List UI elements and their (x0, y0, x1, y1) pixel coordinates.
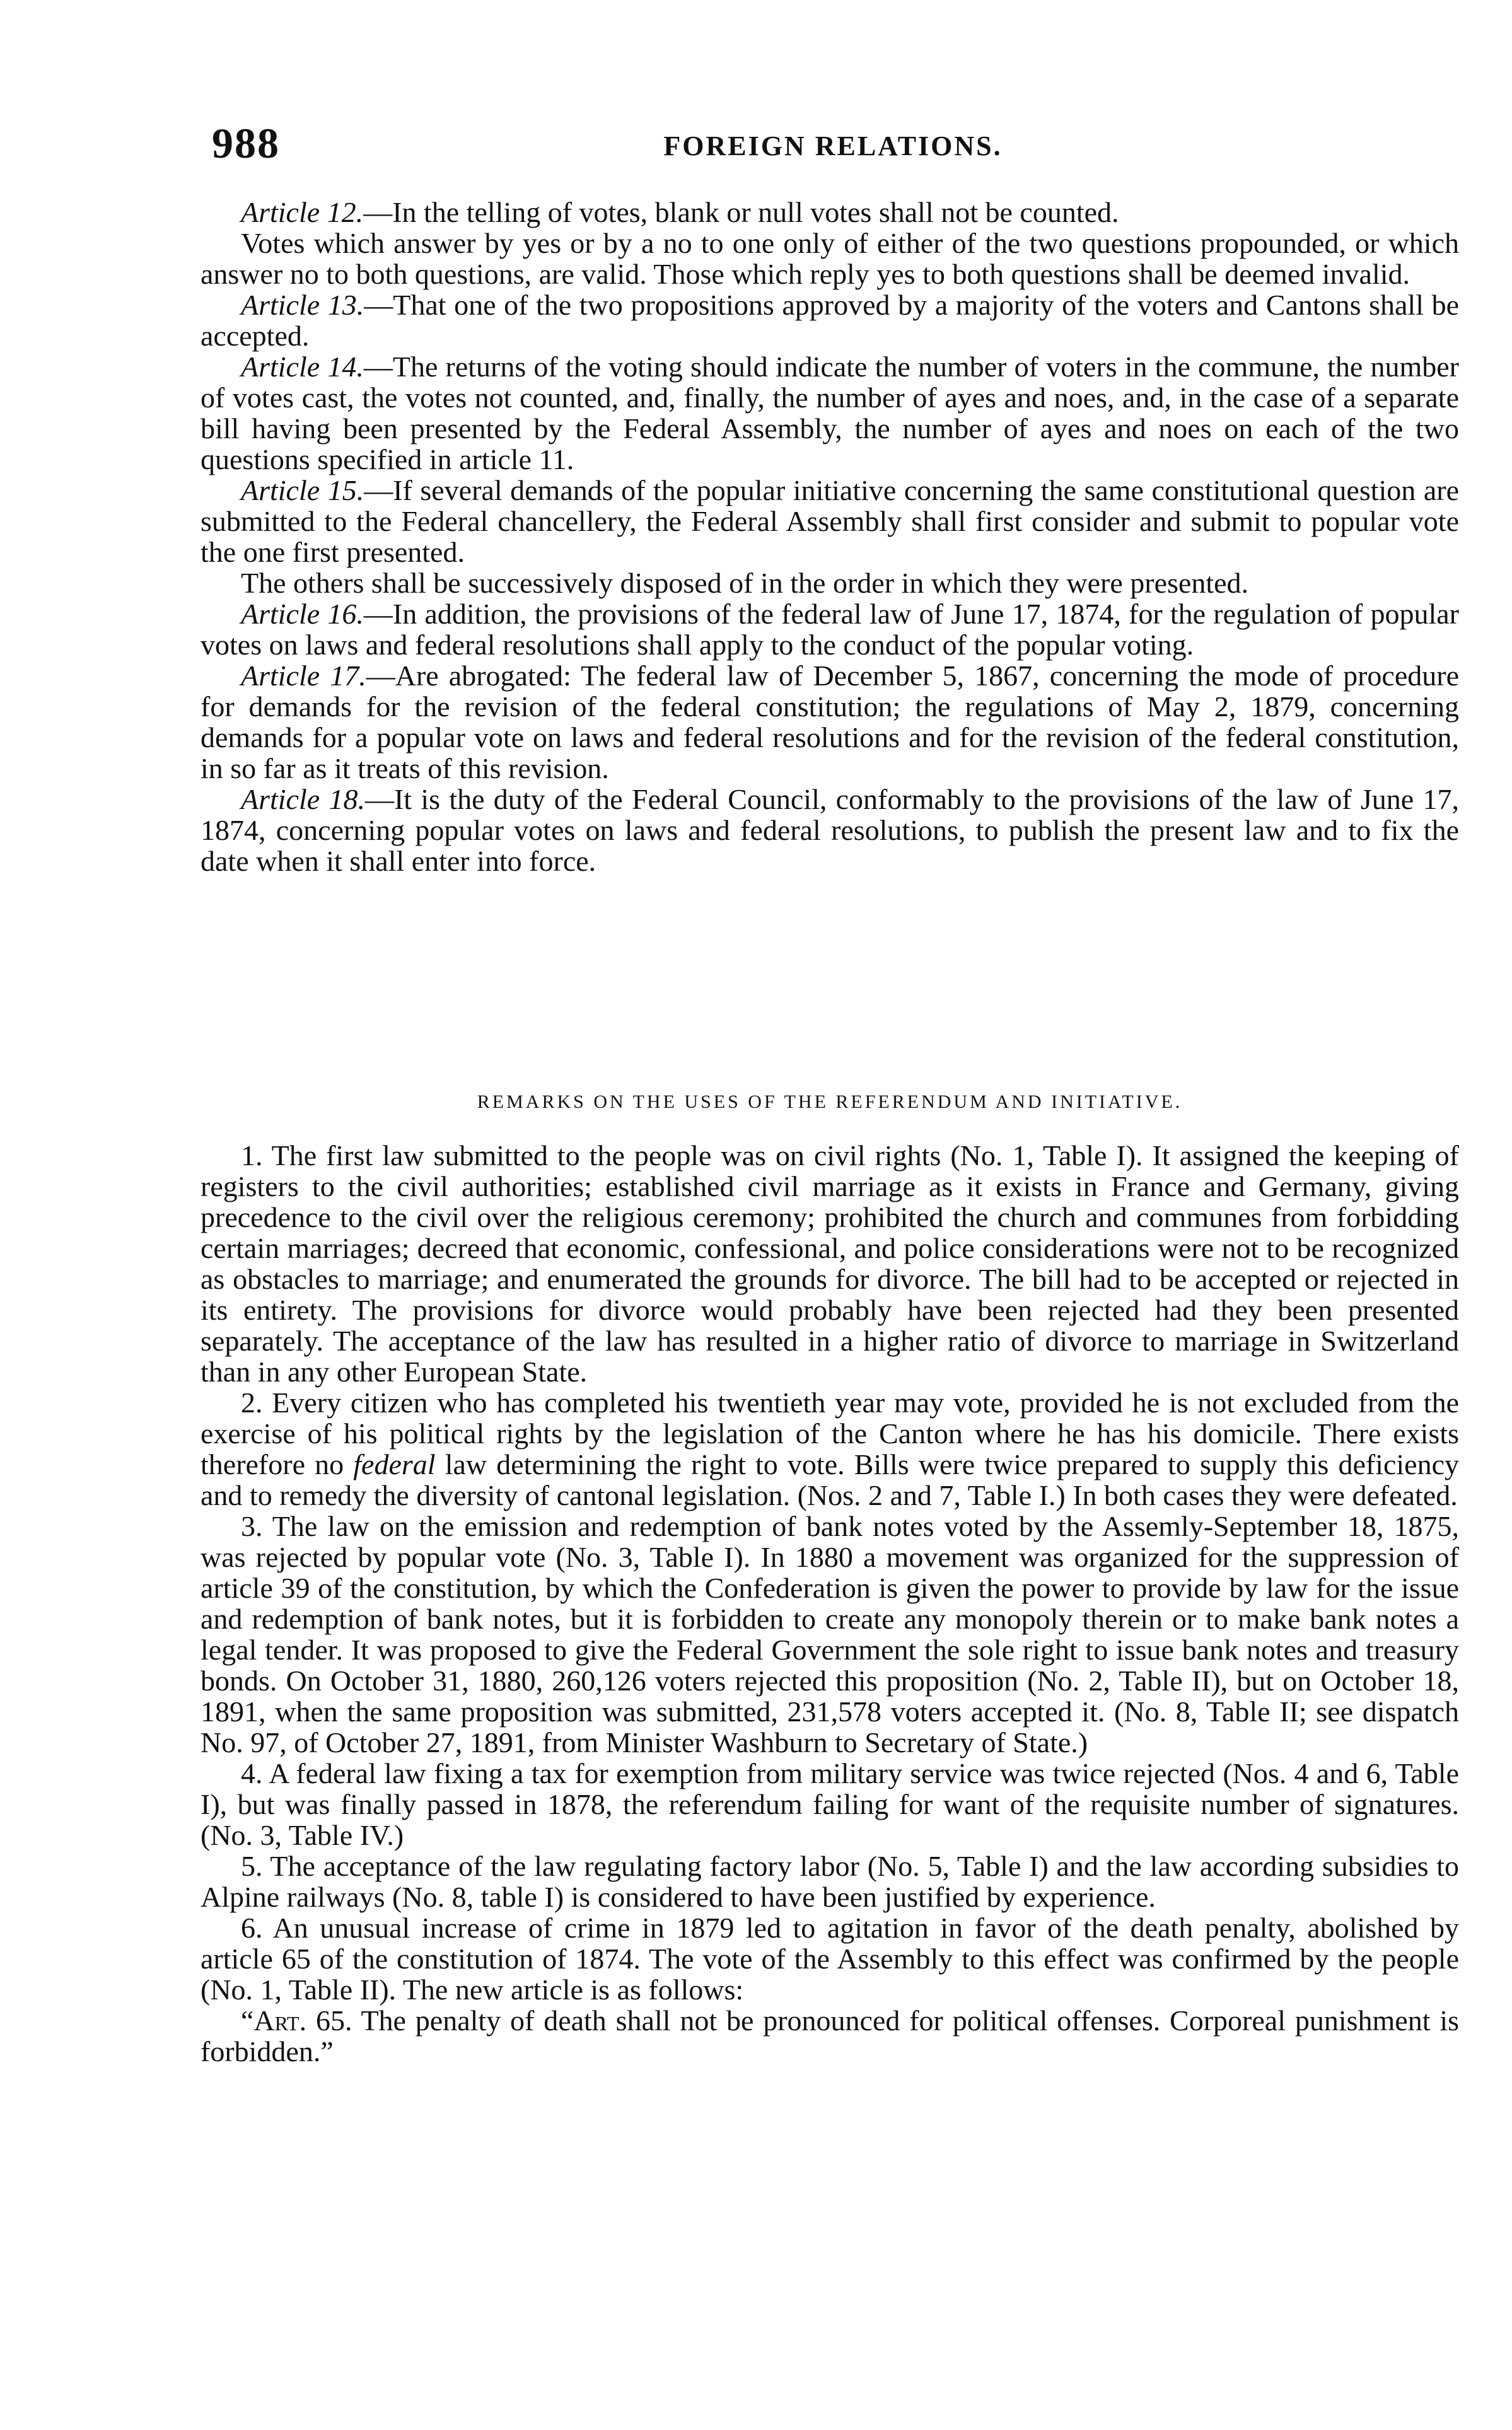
remark-1: 1. The first law submitted to the people was on civil rights (No. 1, Table I). It assigned the keeping of registers to the civil authorities; established civil marriage as it exists in France and Germany, giving precedence to the civil over the religious ceremony; prohibited the church and communes from forbidding certain marriages; decreed that economic, confessional, and police considerations were not to be recognized as obstacles to marriage; and enumerated the grounds for divorce. The bill had to be accepted or rejected in its entirety. The provisions for divorce would probably have been rejected had they been presented separately. The acceptance of the law has resulted in a higher ratio of divorce to marriage in Switzerland than in any other European State. (201, 1139, 1459, 1388)
article-13: Article 13.—That one of the two propositions approved by a majority of the voters and Cantons shall be accepted. (201, 289, 1459, 352)
article-14: Article 14.—The returns of the voting should indicate the number of voters in the commune, the number of votes cast, the votes not counted, and, finally, the number of ayes and noes, and, in the case of a separate bill having been presented by the Federal Assembly, the number of ayes and noes on each of the two questions specified in article 11. (201, 351, 1459, 475)
article-17: Article 17.—Are abrogated: The federal law of December 5, 1867, concerning the mode of procedure for demands for the revision of the federal constitution; the regulations of May 2, 1879, concerning demands for a popular vote on laws and federal resolutions and for the revision of the federal constitution, in so far as it treats of this revision. (201, 660, 1459, 784)
article-12: Article 12.—In the telling of votes, blank or null votes shall not be counted. (241, 196, 1119, 228)
article-18: Article 18.—It is the duty of the Federal Council, conformably to the provisions of the law of June 17, 1874, concerning popular votes on laws and federal resolutions, to publish the present law and to fix the date when it shall enter into force. (201, 783, 1459, 877)
page-number: 988 (212, 119, 280, 167)
quoted-article-65: “Art. 65. The penalty of death shall not be pronounced for political offenses. Corporeal punishment is forbidden.” (201, 2004, 1459, 2067)
article-15: Article 15.—If several demands of the popular initiative concerning the same constitutional question are submitted to the Federal chancellery, the Federal Assembly shall first consider and submit to popular vote the one first presented. (201, 474, 1459, 568)
article-12-continued: Votes which answer by yes or by a no to one only of either of the two questions propounded, or which answer no to both questions, are valid. Those which reply yes to both questions shall be deemed invalid. (201, 227, 1459, 290)
section-heading: REMARKS ON THE USES OF THE REFERENDUM AND INITIATIVE. (477, 1091, 1183, 1112)
remark-2: 2. Every citizen who has completed his twentieth year may vote, provided he is not excluded from the exercise of his political rights by the legislation of the Canton where he has his domicile. There exists therefore no federal law determining the right to vote. Bills were twice prepared to supply this deficiency and to remedy the diversity of cantonal legislation. (Nos. 2 and 7, Table I.) In both cases they were defeated. (201, 1386, 1459, 1511)
remark-4: 4. A federal law fixing a tax for exemption from military service was twice rejected (Nos. 4 and 6, Table I), but was finally passed in 1878, the referendum failing for want of the requisite number of signatures. (No. 3, Table IV.) (201, 1757, 1459, 1851)
remark-5: 5. The acceptance of the law regulating factory labor (No. 5, Table I) and the law according subsidies to Alpine railways (No. 8, table I) is considered to have been justified by experience. (201, 1850, 1459, 1913)
remarks-block (201, 1140, 1459, 2067)
page-header (212, 119, 1454, 169)
remark-6: 6. An unusual increase of crime in 1879 led to agitation in favor of the death penalty, abolished by article 65 of the constitution of 1874. The vote of the Assembly to this effect was confirmed by the people (No. 1, Table II). The new article is as follows: (201, 1912, 1459, 2006)
article-15-continued: The others shall be successively disposed of in the order in which they were presented. (241, 567, 1249, 599)
articles-block (201, 197, 1459, 876)
remark-3: 3. The law on the emission and redemption of bank notes voted by the Assemly-September 18, 1875, was rejected by popular vote (No. 3, Table I). In 1880 a movement was organized for the suppression of article 39 of the constitution, by which the Confederation is given the power to provide by law for the issue and redemption of bank notes, but it is forbidden to create any monopoly therein or to make bank notes a legal tender. It was proposed to give the Federal Government the sole right to issue bank notes and treasury bonds. On October 31, 1880, 260,126 voters rejected this proposition (No. 2, Table II), but on October 18, 1891, when the same proposition was submitted, 231,578 voters accepted it. (No. 8, Table II; see dispatch No. 97, of October 27, 1891, from Minister Washburn to Secretary of State.) (201, 1510, 1459, 1759)
article-16: Article 16.—In addition, the provisions of the federal law of June 17, 1874, for the regulation of popular votes on laws and federal resolutions shall apply to the conduct of the popular voting. (201, 598, 1459, 661)
running-head: FOREIGN RELATIONS. (663, 131, 1003, 161)
